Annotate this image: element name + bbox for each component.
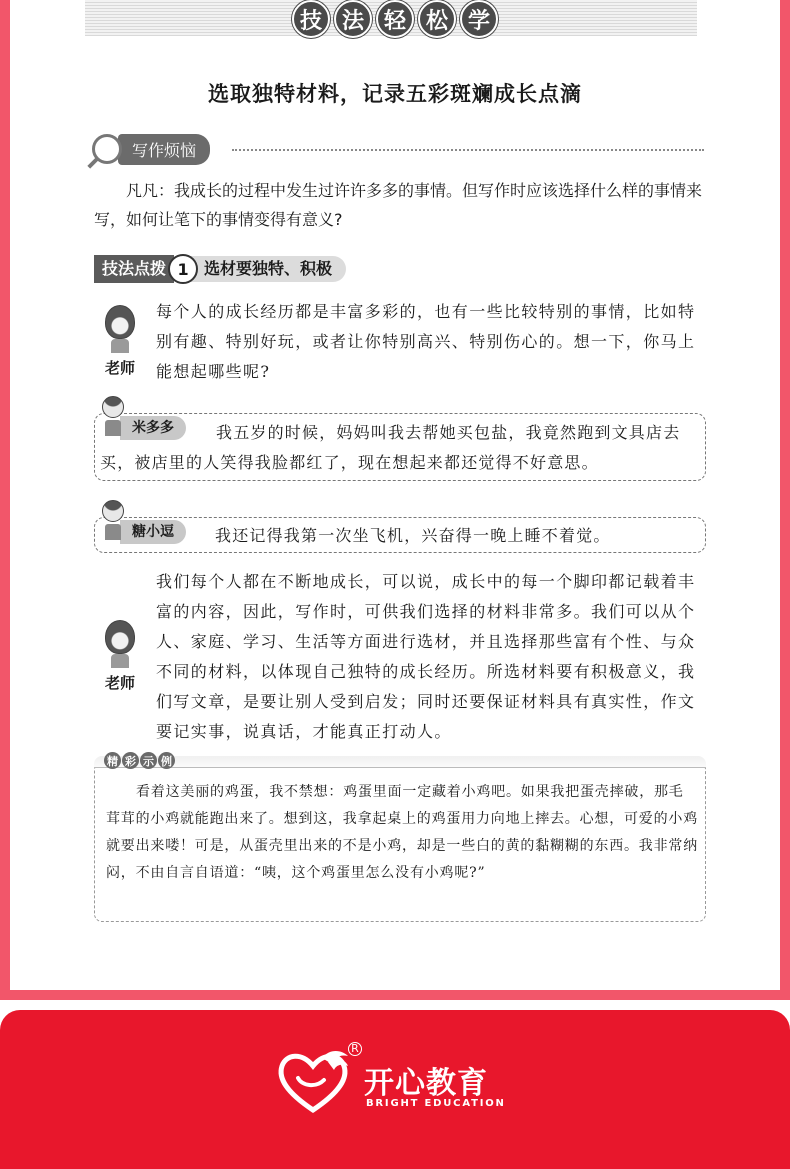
student-quote-1: 我五岁的时候，妈妈叫我去帮她买包盐，我竟然跑到文具店去买，被店里的人笑得我脸都红了，现在想起来都还觉得不好意思。 (100, 423, 681, 472)
technique-tip-tag (94, 255, 346, 283)
teacher-body-icon (111, 654, 129, 668)
student-name: 米多多 (120, 416, 186, 440)
section-banner (85, 0, 697, 36)
banner-char: 技 (292, 0, 330, 38)
example-tag-char: 精 (104, 752, 121, 769)
banner-char: 轻 (376, 0, 414, 38)
technique-tip-label: 技法点拨 (94, 255, 174, 283)
teacher-paragraph-1: 每个人的成长经历都是丰富多彩的，也有一些比较特别的事情，比如特别有趣、特别好玩，或者让你特别高兴、特别伤心的。想一下，你马上能想起哪些呢? (156, 302, 696, 381)
banner-char: 法 (334, 0, 372, 38)
writing-worry-tag (92, 132, 210, 166)
brand-name-en: BRIGHT EDUCATION (366, 1098, 506, 1109)
teacher-avatar (95, 620, 145, 693)
example-tag (104, 752, 175, 769)
banner-title (292, 0, 498, 38)
example-tag-char: 示 (140, 752, 157, 769)
teacher-face-icon (105, 305, 135, 339)
book-page (10, 0, 780, 990)
heart-logo-icon (276, 1048, 350, 1114)
student-name: 糖小逗 (120, 520, 186, 544)
banner-char: 学 (460, 0, 498, 38)
student-quote-2: 我还记得我第一次坐飞机，兴奋得一晚上睡不着觉。 (215, 526, 611, 545)
worry-question: 凡凡：我成长的过程中发生过许许多多的事情。但写作时应该选择什么样的事情来写，如何让笔下的事情变得有意义? (94, 181, 703, 229)
brand-name-cn: 开心教育 (364, 1066, 488, 1101)
tip-number-badge: 1 (168, 254, 198, 284)
banner-char: 松 (418, 0, 456, 38)
tip-subtitle: 选材要独特、积极 (190, 256, 346, 282)
magnifier-icon (92, 134, 122, 164)
teacher-paragraph-2: 我们每个人都在不断地成长，可以说，成长中的每一个脚印都记载着丰富的内容，因此，写作时，可供我们选择的材料非常多。我们可以从个人、家庭、学习、生活等方面进行选材，并且选择那些富有个性、与众不同的材料，以体现自己独特的成长经历。所选材料要有积极意义，我们写文章，是要让别人受到启发；同时还要保证材料具有真实性，作文要记实事，说真话，才能真正打动人。 (156, 572, 696, 741)
student-tag (100, 500, 186, 544)
example-paragraph: 看着这美丽的鸡蛋，我不禁想：鸡蛋里面一定藏着小鸡吧。如果我把蛋壳摔破，那毛茸茸的小鸡就能跑出来了。想到这，我拿起桌上的鸡蛋用力向地上摔去。心想，可爱的小鸡就要出来喽！可是，从蛋壳里出来的不是小鸡，却是一些白的黄的黏糊糊的东西。我非常纳闷，不由自言自语道：“咦，这个鸡蛋里怎么没有小鸡呢?” (106, 784, 698, 881)
example-tag-char: 彩 (122, 752, 139, 769)
teacher-face-icon (105, 620, 135, 654)
page-title: 选取独特材料，记录五彩斑斓成长点滴 (208, 82, 582, 106)
teacher-body-icon (111, 339, 129, 353)
teacher-name: 老师 (104, 674, 135, 692)
dotted-divider (232, 149, 704, 151)
example-tag-char: 例 (158, 752, 175, 769)
kid-avatar-icon (100, 500, 126, 544)
writing-worry-label: 写作烦恼 (118, 134, 210, 165)
brand-logo (276, 1040, 536, 1120)
teacher-name: 老师 (104, 359, 135, 377)
example-header-bar (94, 756, 706, 768)
teacher-avatar (95, 305, 145, 378)
registered-mark: R (348, 1042, 362, 1056)
